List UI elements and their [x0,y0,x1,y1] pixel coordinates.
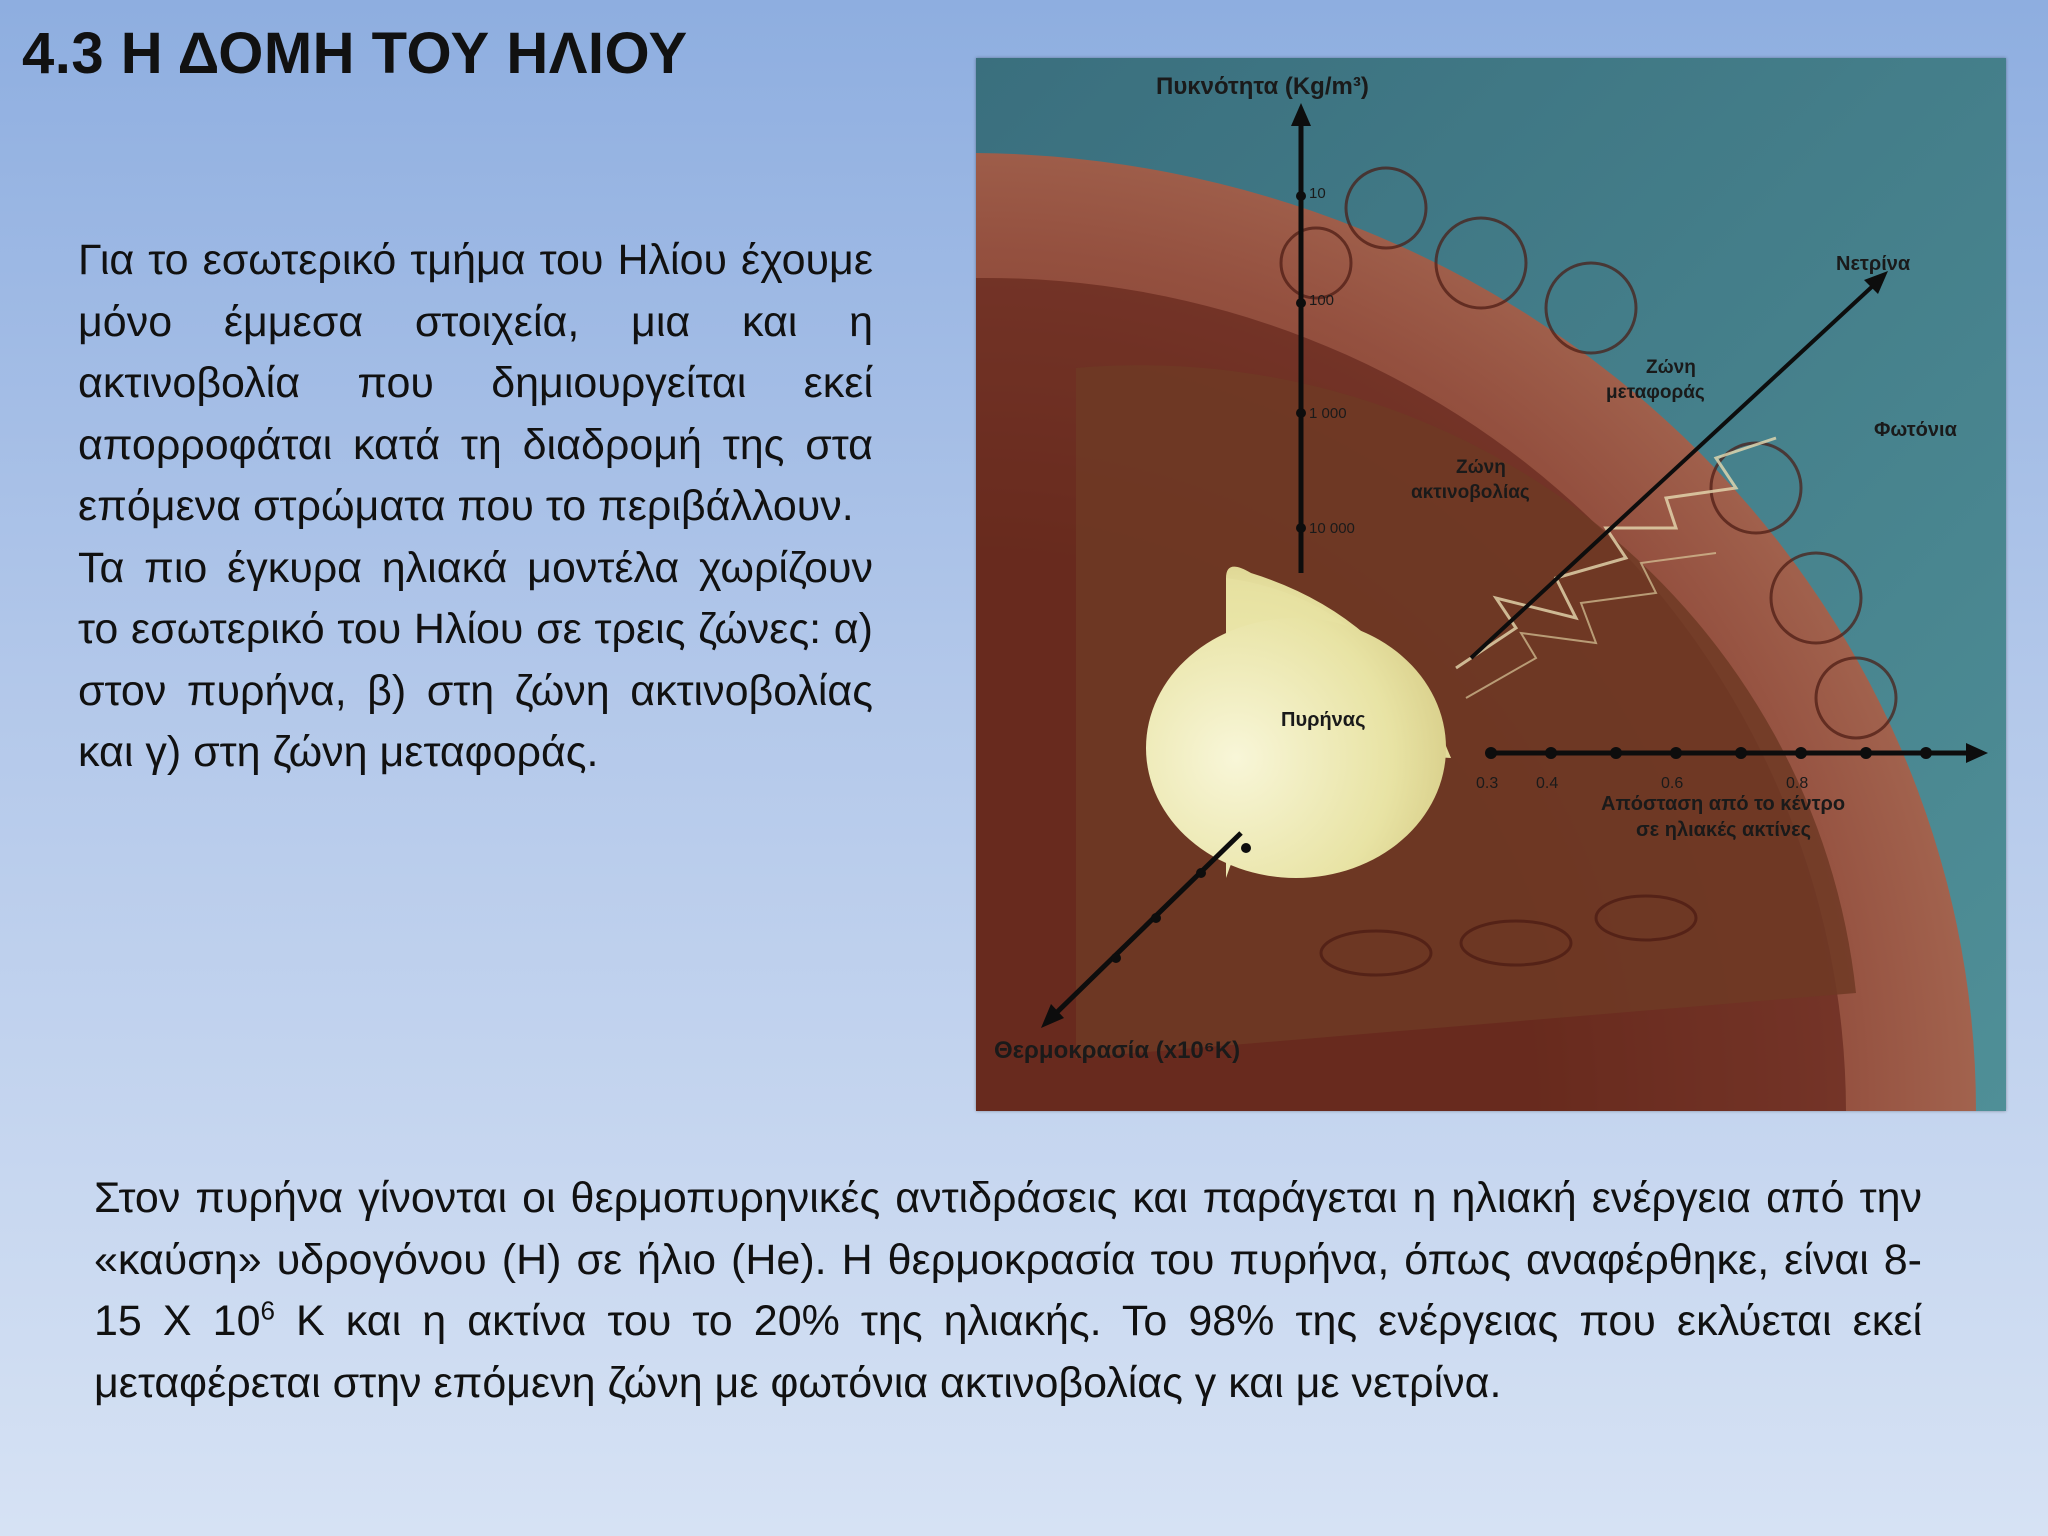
bottom-text-part-2: Κ και η ακτίνα του το 20% της ηλιακής. Το 98% της ενέργειας που εκλύεται εκεί μεταφέρεται στην επόμενη ζώνη με φωτόνια ακτινοβολίας γ και με νετρίνα. [94,1297,1922,1407]
density-tick-1: 10 [1309,185,1326,202]
density-tick-3: 1 000 [1309,405,1347,422]
convection-zone-label-line2: μεταφοράς [1606,382,1705,403]
bottom-exponent: 6 [260,1295,275,1326]
density-axis-label: Πυκνότητα (Kg/m³) [1156,73,1369,100]
convection-zone-label-line1: Ζώνη [1646,357,1696,378]
slide-title: 4.3 Η ΔΟΜΗ ΤΟΥ ΗΛΙΟΥ [22,21,688,86]
density-tick-4: 10 000 [1309,520,1355,537]
temperature-axis-label: Θερμοκρασία (x10⁶K) [994,1037,1241,1064]
distance-tick-3: 0.6 [1661,775,1684,792]
intro-text [78,230,873,784]
sun-cutaway-illustration [976,58,2006,1111]
radiation-zone-label-line2: ακτινοβολίας [1411,482,1530,503]
distance-tick-2: 0.4 [1536,775,1559,792]
intro-paragraph-2: Τα πιο έγκυρα ηλιακά μοντέλα χωρίζουν το εσωτερικό του Ηλίου σε τρεις ζώνες: α) στον πυρήνα, β) στη ζώνη ακτινοβολίας και γ) στη ζώνη μεταφοράς. [78,543,873,776]
density-tick-2: 100 [1309,292,1335,309]
bottom-paragraph [94,1168,1922,1414]
core [1146,618,1446,878]
distance-axis-label-line2: σε ηλιακές ακτίνες [1636,819,1811,841]
distance-axis-label-line1: Απόσταση από το κέντρο [1601,793,1846,815]
photons-label: Φωτόνια [1874,419,1957,441]
intro-paragraph-1: Για το εσωτερικό τμήμα του Ηλίου έχουμε μόνο έμμεσα στοιχεία, μια και η ακτινοβολία που δημιουργείται εκεί απορροφάται κατά τη διαδρομή της στα επόμενα στρώματα που το περιβάλλουν. [78,236,873,530]
distance-tick-1: 0.3 [1476,775,1499,792]
bottom-text-part-1: Στον πυρήνα γίνονται οι θερμοπυρηνικές αντιδράσεις και παράγεται η ηλιακή ενέργεια από την «καύση» υδρογόνου (Η) σε ήλιο (He). Η θερμοκρασία του πυρήνα, όπως αναφέρθηκε, είναι 8-15 Χ 10 [94,1174,1922,1345]
sun-structure-figure [976,58,2006,1111]
radiation-zone-label-line1: Ζώνη [1456,457,1506,478]
core-label: Πυρήνας [1281,709,1366,731]
distance-tick-4: 0.8 [1786,775,1809,792]
neutrinos-label: Νετρίνα [1836,253,1911,275]
